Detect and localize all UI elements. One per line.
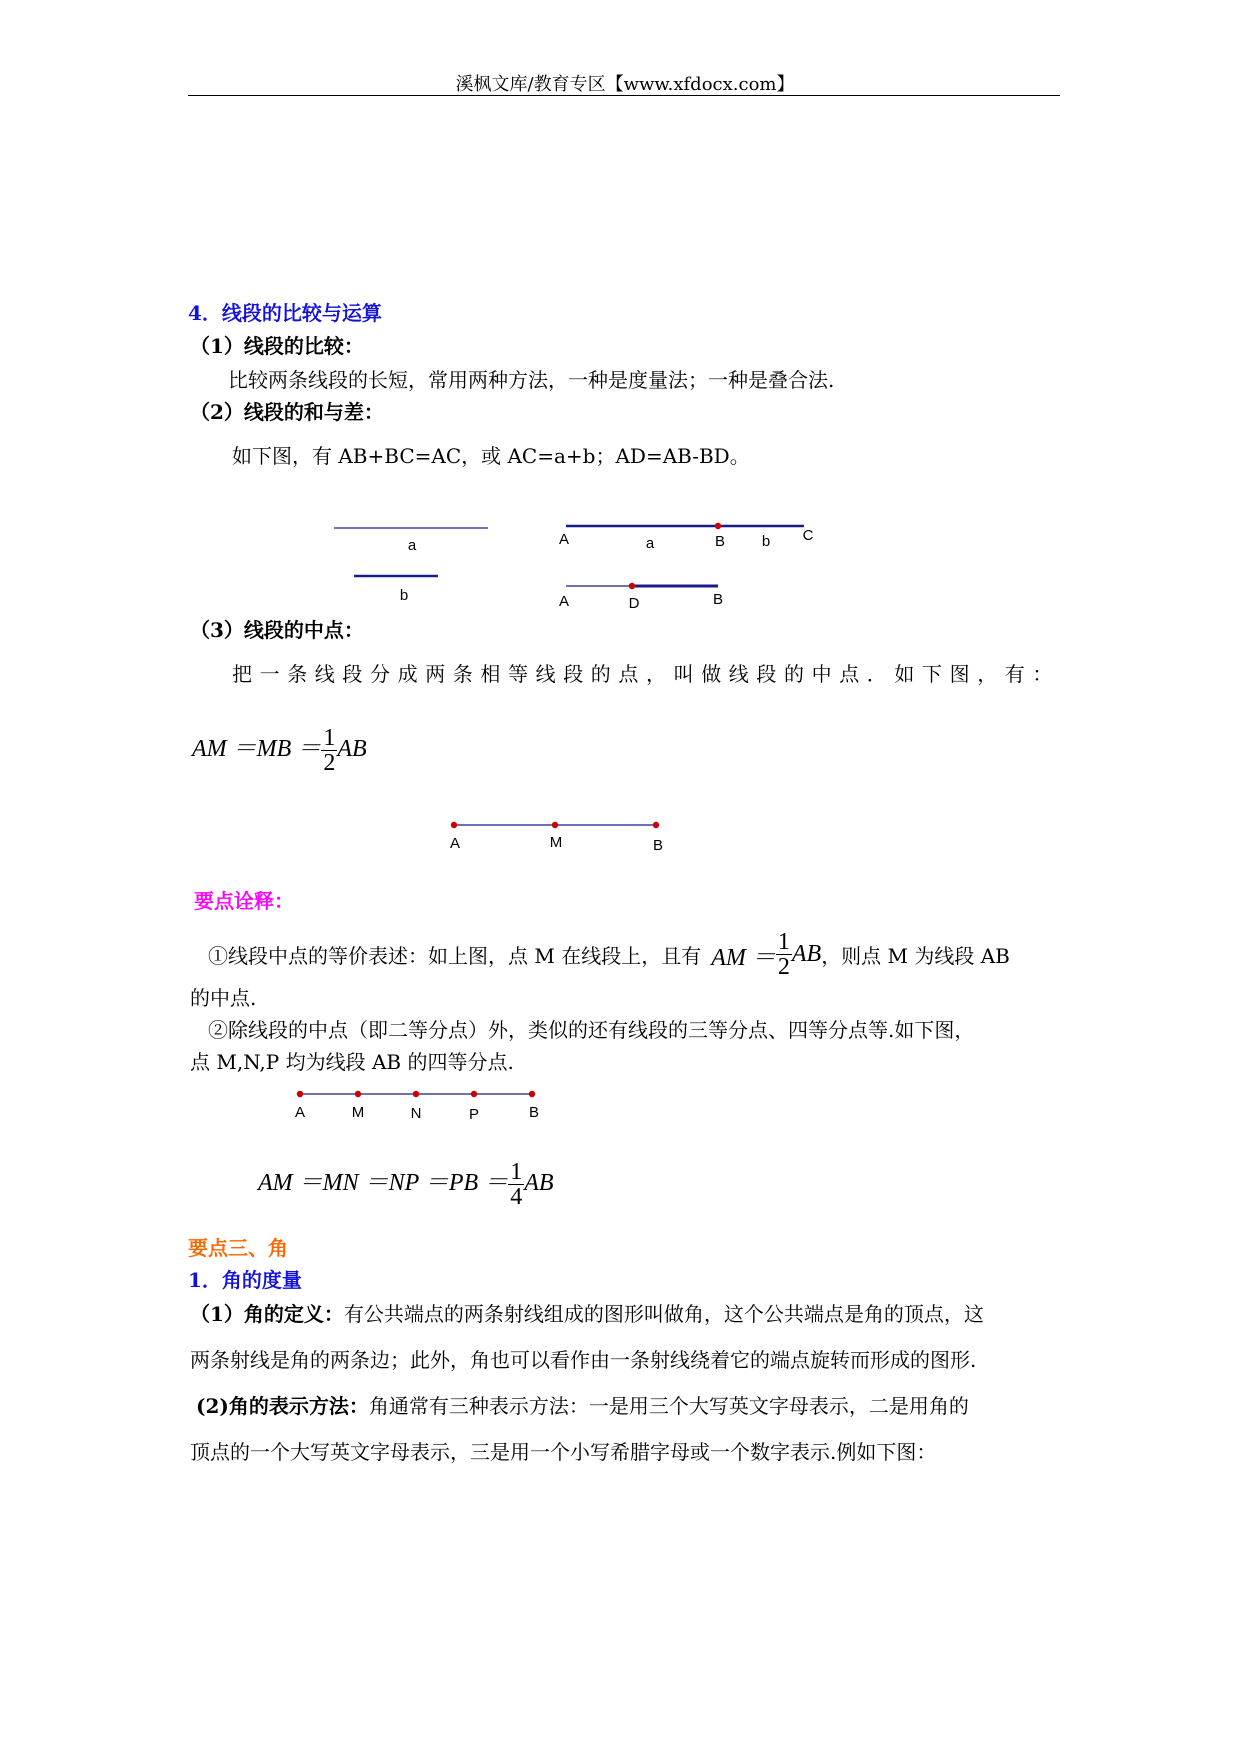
angle-rep-line xyxy=(196,1390,969,1419)
angle-rep-text: 角通常有三种表示方法：一是用三个大写英文字母表示，二是用角的 xyxy=(368,1394,969,1418)
note1-math-right: AB xyxy=(791,941,822,967)
label-B-bottom: B xyxy=(712,591,724,608)
section3-title: 要点三、角 xyxy=(188,1236,288,1260)
label-P: P xyxy=(468,1106,480,1123)
label-A: A xyxy=(449,835,461,852)
point-b xyxy=(529,1091,535,1097)
label-B: B xyxy=(652,837,664,854)
label-B: B xyxy=(528,1104,540,1121)
label-a-top: a xyxy=(645,535,655,552)
formula2-left: AM ＝MN ＝NP ＝PB ＝ xyxy=(258,1170,509,1197)
label-A-bottom: A xyxy=(558,593,570,610)
point-b-top xyxy=(715,523,721,529)
point-m xyxy=(552,822,558,828)
point-a xyxy=(451,822,457,828)
label-M: M xyxy=(549,834,563,851)
label-a: a xyxy=(407,537,417,554)
label-B-top: B xyxy=(714,533,726,550)
label-C-top: C xyxy=(802,527,814,544)
label-M: M xyxy=(351,1104,365,1121)
label-N: N xyxy=(410,1105,422,1122)
note1-math-left: AM ＝ xyxy=(711,945,776,971)
label-D-bottom: D xyxy=(628,595,640,612)
angle-def-text: 有公共端点的两条射线组成的图形叫做角，这个公共端点是角的顶点，这 xyxy=(343,1302,984,1326)
midpoint-title: （3）线段的中点： xyxy=(190,618,364,642)
note1-fraction: $\frac{1}{2}$ xyxy=(777,929,790,980)
compare-title: （1）线段的比较： xyxy=(190,334,364,358)
angle-measure-title: 1．角的度量 xyxy=(188,1268,302,1292)
point-a xyxy=(297,1091,303,1097)
note1-pre: ①线段中点的等价表述：如上图，点 M 在线段上，且有 xyxy=(208,944,702,968)
midpoint-figure xyxy=(440,815,680,855)
compare-text: 比较两条线段的长短，常用两种方法，一种是度量法；一种是叠合法. xyxy=(228,368,835,392)
quarter-formula xyxy=(258,1160,554,1209)
angle-rep-title: (2)角的表示方法： xyxy=(196,1394,369,1418)
sumdiff-title: （2）线段的和与差： xyxy=(190,400,384,424)
note1-post: ，则点 M 为线段 AB xyxy=(821,944,1010,968)
notes-title: 要点诠释： xyxy=(194,889,294,913)
note2-line2: 点 M,N,P 均为线段 AB 的四等分点. xyxy=(190,1050,514,1074)
point-n xyxy=(413,1091,419,1097)
point-p xyxy=(471,1091,477,1097)
midpoint-formula xyxy=(192,726,367,775)
quarter-points-figure xyxy=(290,1084,550,1124)
header-rule xyxy=(188,95,1060,96)
fraction-half: $\frac{1}{2}$ xyxy=(323,725,336,776)
angle-def-title: （1）角的定义： xyxy=(190,1302,344,1326)
point-m xyxy=(355,1091,361,1097)
label-b-top: b xyxy=(761,533,771,550)
point-b xyxy=(653,822,659,828)
formula-right: AB xyxy=(337,736,367,763)
note1-cont: 的中点. xyxy=(190,986,257,1010)
page-header: 溪枫文库/教育专区【www.xfdocx.com】 xyxy=(455,74,795,95)
point-d xyxy=(629,583,635,589)
formula-left: AM ＝MB ＝ xyxy=(192,736,322,763)
angle-def-text2: 两条射线是角的两条边；此外，角也可以看作由一条射线绕着它的端点旋转而形成的图形. xyxy=(190,1348,977,1372)
angle-rep-text2: 顶点的一个大写英文字母表示，三是用一个小写希腊字母或一个数字表示.例如下图： xyxy=(190,1440,937,1464)
note1-line xyxy=(208,930,1010,979)
formula2-right: AB xyxy=(524,1170,554,1197)
label-A-top: A xyxy=(558,531,570,548)
section4-title: 4．线段的比较与运算 xyxy=(188,301,382,325)
fraction-quarter: $\frac{1}{4}$ xyxy=(510,1159,523,1210)
label-b: b xyxy=(399,587,409,604)
sumdiff-text: 如下图，有 AB+BC=AC，或 AC=a+b；AD=AB-BD。 xyxy=(232,444,750,468)
angle-def-line xyxy=(190,1298,984,1327)
midpoint-text: 把一条线段分成两条相等线段的点，叫做线段的中点．如下图，有： xyxy=(232,662,1060,686)
segment-sum-figure xyxy=(320,510,840,620)
note2-line1: ②除线段的中点（即二等分点）外，类似的还有线段的三等分点、四等分点等.如下图， xyxy=(208,1018,975,1042)
label-A: A xyxy=(294,1104,306,1121)
